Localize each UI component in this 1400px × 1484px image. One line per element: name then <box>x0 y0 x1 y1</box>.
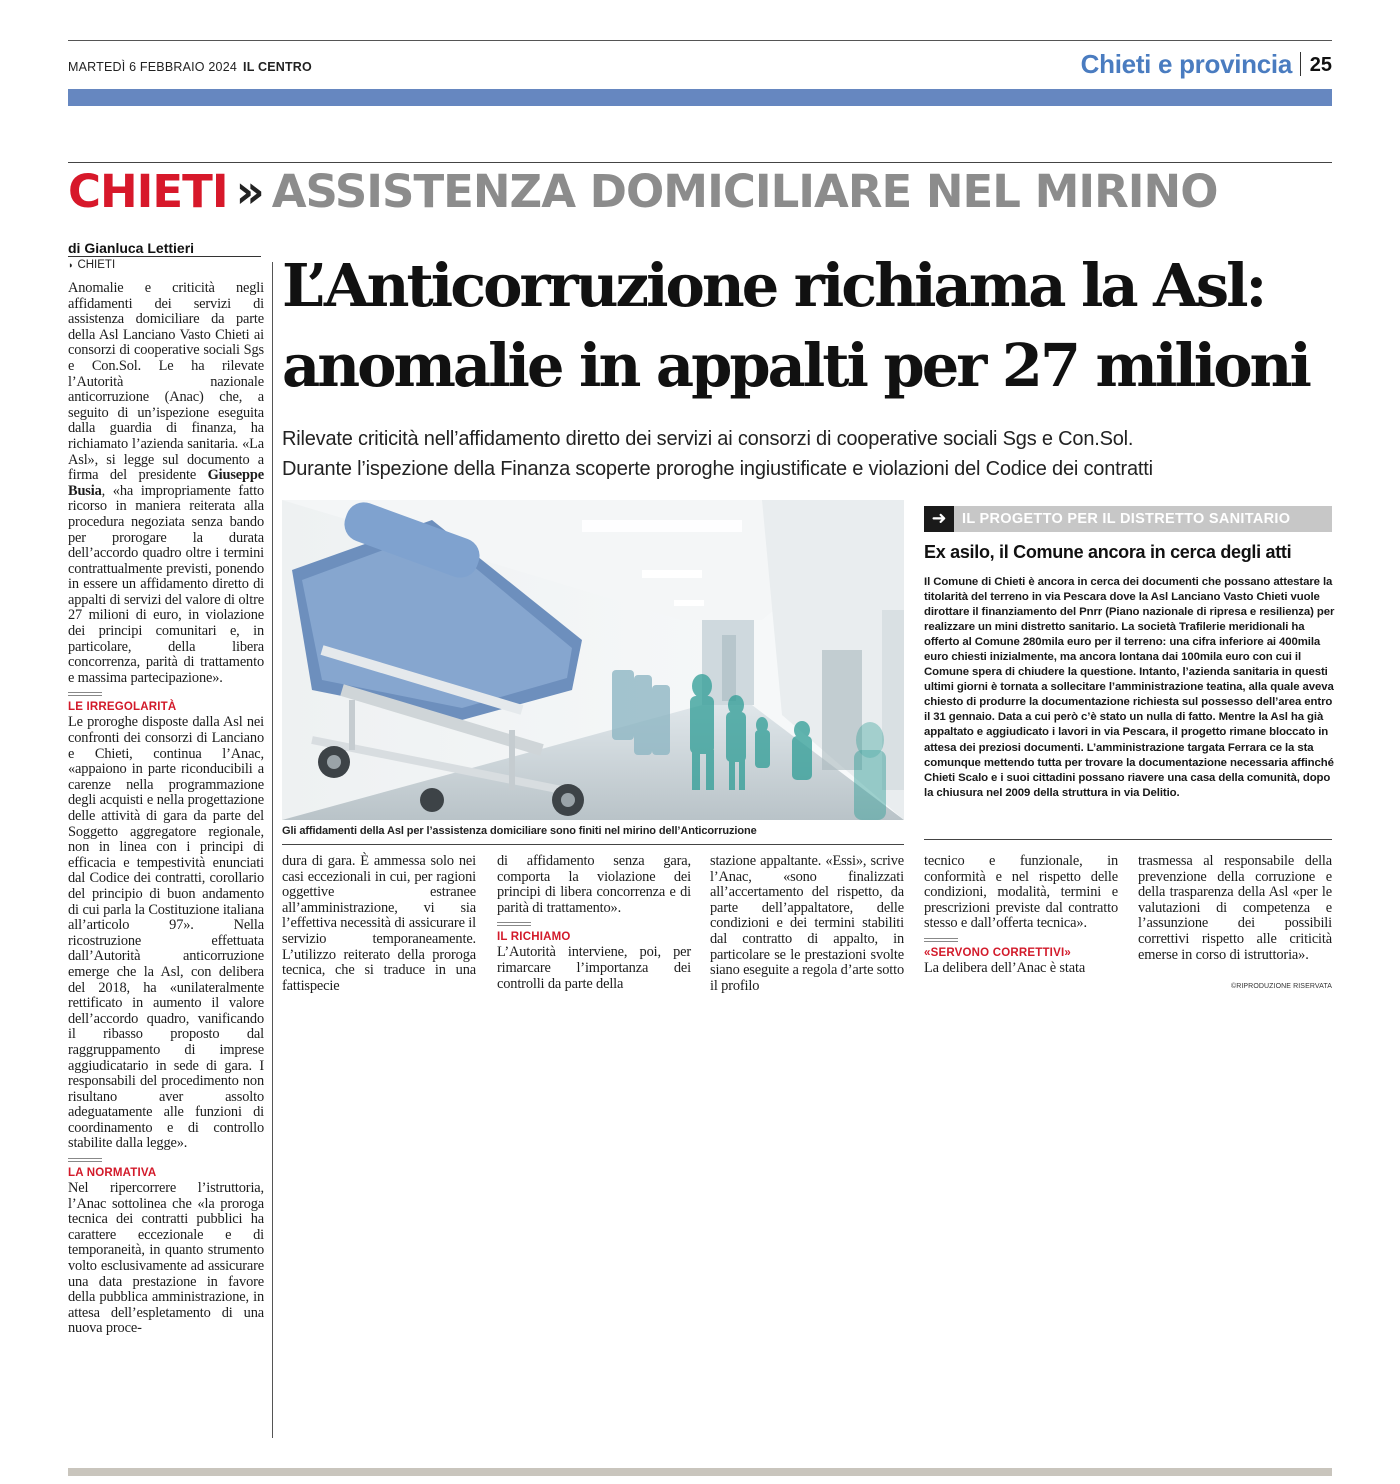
subhead-divider <box>68 1158 102 1162</box>
article-paragraph: trasmessa al responsabile della prevenzione della corruzione e della trasparenza della Asl «per le valutazioni di competenza e l’assunzione dei possibili correttivi rispetto alle criticità emerse in corso di istruttoria». <box>1138 853 1332 963</box>
issue-date: MARTEDÌ 6 FEBBRAIO 2024 IL CENTRO <box>68 60 312 74</box>
subhead-divider <box>497 922 531 926</box>
byline-rule <box>68 256 261 257</box>
article-column-5 <box>924 854 1118 977</box>
article-intro: Anomalie e criticità negli affidamenti dei servizi di assistenza domiciliare da parte della Asl Lanciano Vasto Chieti ai consorzi di cooperative sociali Sgs e Con.Sol. Le ha rilevate l’Autorità nazionale anticorruzione (Anac) che, a seguito di un’ispezione eseguita dalla guardia di finanza, ha richiamato l’azienda sanitaria. «La Asl», si legge sul documento a firma del presidente Giuseppe Busia, «ha impropriamente fatto ricorso in maniera reiterata alla procedura negoziata senza bando per prorogare la durata dell’accordo quadro oltre i termini contrattualmente previsti, ponendo in essere un affidamento diretto di appalti di servizi del valore di oltre 27 milioni di euro, in violazione dei principi comunitari e, in particolare, della libera concorrenza, parità di trattamento e massima partecipazione». <box>68 280 264 686</box>
headline-line-2: anomalie in appalti per 27 milioni <box>282 331 1309 400</box>
kicker <box>68 166 1217 218</box>
article-column-2 <box>282 854 476 994</box>
column-divider <box>272 262 273 1438</box>
hospital-corridor-photo <box>282 500 904 820</box>
newspaper-name: IL CENTRO <box>243 60 312 74</box>
summary-line-1: Rilevate criticità nell’affidamento diretto dei servizi ai consorzi di cooperative sociali Sgs e Con.Sol. <box>282 428 1134 450</box>
article-paragraph: di affidamento senza gara, comporta la violazione dei principi di libera concorrenza e di parità di trattamento». <box>497 853 691 916</box>
kicker-city: CHIETI <box>68 165 228 218</box>
headline <box>282 246 1342 406</box>
article-paragraph: La delibera dell’Anac è stata <box>924 959 1086 976</box>
sidebar-title: Ex asilo, il Comune ancora in cerca degli atti <box>924 542 1292 562</box>
subhead-servono-correttivi: «SERVONO CORRETTIVI» <box>924 946 1071 959</box>
copyright-notice: ©RIPRODUZIONE RISERVATA <box>1230 983 1332 990</box>
hospital-corridor-illustration <box>282 500 904 820</box>
article-column-6 <box>1138 854 1332 963</box>
dateline: ◗ CHIETI <box>68 259 116 271</box>
arrow-right-icon: ➜ <box>924 506 954 532</box>
dateline-marker-icon: ◗ <box>68 260 74 270</box>
subhead-richiamo: IL RICHIAMO <box>497 931 571 944</box>
section-title: Chieti e provincia <box>1080 49 1292 79</box>
kicker-topic: ASSISTENZA DOMICILIARE NEL MIRINO <box>271 165 1218 218</box>
article-paragraph: Nel ripercorrere l’istruttoria, l’Anac sottolinea che «la proroga tecnica dei contratti pubblici ha carattere eccezionale e di temporaneità, in quanto strumento volto esclusivamente ad assicurare una data prestazione in favore della pubblica amministrazione, in attesa dell’espletamento di una nuova proce- <box>68 1180 264 1337</box>
subhead-normativa: LA NORMATIVA <box>68 1167 157 1180</box>
kicker-rule <box>68 162 1332 163</box>
byline-author: di Gianluca Lettieri <box>68 240 195 256</box>
sidebar-bottom-rule <box>924 839 1332 840</box>
page-number: 25 <box>1309 54 1332 76</box>
subhead-divider <box>68 692 102 696</box>
summary <box>282 424 1342 484</box>
article-paragraph: tecnico e funzionale, in conformità e nel rispetto delle condizioni, modalità, termini e prescrizioni previste dal contratto stesso e dall’offerta tecnica». <box>924 853 1118 932</box>
kicker-arrows: » <box>235 165 264 218</box>
article-column-1 <box>68 281 264 1337</box>
sidebar-label: IL PROGETTO PER IL DISTRETTO SANITARIO <box>962 511 1291 527</box>
article-column-3 <box>497 854 691 992</box>
subhead-divider <box>924 938 958 942</box>
article-paragraph: dura di gara. È ammessa solo nei casi eccezionali in cui, per ragioni oggettive estranee all’amministrazione, vi sia l’effettiva necessità di assicurare il servizio temporaneamente. L’utilizzo reiterato della proroga tecnica, che si traduce in una fattispecie <box>282 853 476 994</box>
subhead-irregolarita: LE IRREGOLARITÀ <box>68 701 177 714</box>
article-column-4 <box>710 854 904 994</box>
article-paragraph: stazione appaltante. «Essi», scrive l’Anac, «sono finalizzati all’accertamento del rispetto, da parte dell’appaltatore, delle condizioni e dei termini stabiliti dal contratto di appalto, in particolare se le prestazioni svolte siano eseguite a regola d’arte sotto il profilo <box>710 853 904 994</box>
footer-bar <box>68 1468 1332 1476</box>
header-color-bar <box>68 89 1332 106</box>
headline-line-1: L’Anticorruzione richiama la Asl: <box>282 251 1265 320</box>
summary-line-2: Durante l’ispezione della Finanza scoperte proroghe ingiustificate e violazioni del Codice dei contratti <box>282 458 1153 480</box>
article-paragraph: L’Autorità interviene, poi, per rimarcare l’importanza dei controlli da parte della <box>497 944 691 992</box>
header-separator <box>1300 52 1301 76</box>
header-top-rule <box>68 40 1332 41</box>
photo-caption: Gli affidamenti della Asl per l’assistenza domiciliare sono finiti nel mirino dell’Anticorruzione <box>282 825 757 837</box>
article-paragraph: Le proroghe disposte dalla Asl nei confronti dei consorzi di Lanciano e Chieti, continua l’Anac, «appaiono in parte riconducibili a carenze nella programmazione degli acquisti e nella progettazione delle attività di gara da parte del Soggetto aggregatore regionale, non in linea con i principi di efficacia e tempestività enunciati dal Codice dei contratti, corollario del principio di buon andamento di cui parla la Costituzione italiana all’articolo 97». Nella ricostruzione effettuata dall’Autorità anticorruzione emerge che la Asl, con delibera del 2018, ha «unilateralmente rettificato in aumento il valore dell’accordo quadro, vanificando il ribasso proposto dal raggruppamento di imprese aggiudicatario in sede di gara. I responsabili del procedimento non risultano aver assolto adeguatamente alle funzioni di coordinamento e di controllo stabilite dalla legge». <box>68 714 264 1152</box>
president-name: Giuseppe Busia <box>68 467 264 499</box>
sidebar-body: Il Comune di Chieti è ancora in cerca dei documenti che possano attestare la titolarità del terreno in via Pescara dove la Asl Lanciano Vasto Chieti vuole dirottare il finanziamento del Pnrr (Piano nazionale di ripresa e resilienza) per realizzare un mini distretto sanitario. La società Trafilerie meridionali ha offerto al Comune 280mila euro per il terreno: una cifra inferiore ai 400mila euro chiesti inizialmente, ma ancora lontana dai 100mila euro con cui il Comune spera di chiudere la questione. Intanto, l’azienda sanitaria in questi ultimi giorni è tornata a sollecitare l’amministrazione teatina, alla quale aveva chiesto di produrre la documentazione richiesta sul possesso dell’area entro il 31 gennaio. Data a cui però c’è stato un nulla di fatto. Mentre la Asl ha già appaltato e aggiudicato i lavori in via Pescara, il progetto rimane bloccato in attesa dei preziosi documenti. L’amministrazione targata Ferrara ce la sta comunque mettendo tutta per trovare la documentazione necessaria affinché Chieti Scalo e i suoi cittadini possano riavere una casa della comunità, dopo la chiusura nel 2009 della struttura in via Delitio. <box>924 576 1335 799</box>
caption-rule <box>282 844 904 845</box>
